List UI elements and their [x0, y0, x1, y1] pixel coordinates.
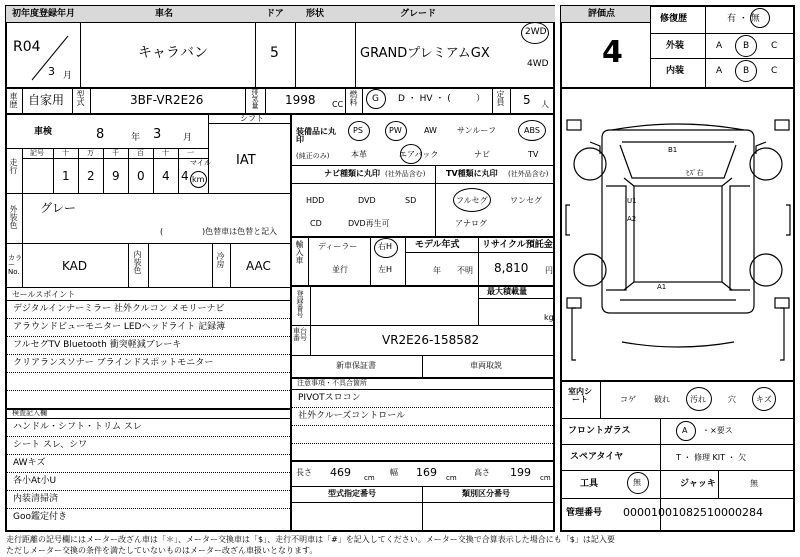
interior-color-label: 内装色	[133, 250, 142, 274]
windshield-dot: ・	[702, 426, 710, 435]
mileage-label: 走行	[9, 158, 18, 174]
windshield-replace: ×要ス	[710, 426, 733, 435]
exterior-opt-c: C	[771, 41, 778, 51]
score-value: 4	[602, 35, 623, 70]
equip-label: 装備品に丸印	[296, 127, 336, 144]
tv-analog: アナログ	[455, 219, 487, 228]
exterior-opt-b: B	[743, 41, 750, 51]
tv-fullseg: フルセグ	[456, 196, 488, 205]
capacity-label: 定員	[496, 90, 505, 106]
mileage-h-hyaku: 百	[137, 149, 144, 157]
inspector-line-4: 各小At小U	[13, 476, 57, 486]
diagram-label-hizu: ﾋｽﾞ右	[686, 169, 704, 177]
inspector-line-5: 内装清掃済	[13, 494, 59, 504]
color-value: グレー	[40, 201, 77, 215]
windshield-a: A	[682, 426, 688, 435]
import-parallel: 並行	[332, 265, 348, 274]
import-dealer: ディーラー	[318, 242, 358, 251]
reg-month: 3	[48, 65, 55, 78]
inspection-label: 車検	[34, 127, 53, 137]
fuel-others: D ・ HV ・ (	[398, 94, 451, 104]
navi-label: ナビ種類に丸印	[324, 169, 380, 178]
mileage-h-sen: 千	[112, 149, 119, 157]
model-year-unit: 年	[433, 266, 441, 275]
usage-value: 自家用	[28, 93, 65, 107]
car-name: キャラバン	[138, 45, 208, 61]
mileage-h-symbol: 記号	[30, 149, 44, 157]
height-label: 高さ	[474, 468, 490, 477]
navi-sd: SD	[405, 196, 417, 205]
reg-date-label: 初年度登録年月	[12, 9, 76, 19]
width-label: 幅	[390, 468, 398, 477]
repair-selected-circle	[750, 8, 770, 28]
recycle-value: 8,810	[494, 261, 529, 275]
tv-sub: (社外品含む)	[508, 170, 549, 178]
shift-value: IAT	[236, 153, 256, 168]
width-unit: cm	[446, 474, 457, 482]
displacement: 1998	[285, 93, 316, 107]
mileage-digit-6: 4	[181, 169, 189, 183]
inspection-month: 3	[153, 127, 162, 142]
exterior-opt-a: A	[716, 41, 723, 51]
inspection-year-unit: 年	[131, 133, 141, 143]
equip-ps: PS	[353, 126, 363, 135]
mileage-h-ichi: 一	[187, 149, 194, 157]
inspector-line-1: ハンドル・シフト・トリム スレ	[13, 422, 142, 432]
mileage-mile-label: マイル	[190, 159, 211, 167]
sales-line-2: アラウンドビューモニター LEDヘッドライト 記録簿	[13, 322, 226, 332]
equip-aw: AW	[424, 126, 437, 135]
length-value: 469	[330, 466, 351, 479]
reg-month-unit: 月	[63, 71, 73, 81]
ac-value: AAC	[246, 259, 271, 273]
repair-label: 修復歴	[660, 14, 688, 24]
max-load-unit: kg	[544, 313, 554, 322]
interior-opt-a: A	[716, 66, 723, 76]
color-note-prefix: (	[160, 227, 164, 236]
mileage-digit-1: 1	[62, 169, 70, 183]
width-value: 169	[416, 466, 437, 479]
equip-pw: PW	[389, 126, 402, 135]
mileage-h-10man: 十	[62, 149, 69, 157]
color-no-label: カラーNo.	[8, 254, 22, 276]
capacity: 5	[523, 93, 531, 107]
mileage-h-ju: 十	[162, 149, 169, 157]
score-label: 評価点	[588, 9, 616, 19]
chassis-value: VR2E26-158582	[382, 333, 480, 347]
displacement-label: 排気量	[251, 88, 259, 109]
tv-oneseg: ワンセグ	[510, 196, 542, 205]
chassis-label: 車台番号	[293, 327, 307, 342]
navi-dvd-play: DVD再生可	[348, 219, 390, 228]
exterior-selected-circle	[735, 35, 757, 57]
car-name-label: 車名	[155, 9, 174, 19]
jack-label: ジャッキ	[680, 479, 716, 489]
inspector-line-3: AWキズ	[13, 458, 46, 468]
height-unit: cm	[540, 474, 551, 482]
diagram-label-a1: A1	[657, 283, 667, 291]
jack-value: 無	[750, 479, 758, 488]
inspection-month-unit: 月	[183, 133, 193, 143]
equip-leather: 本革	[351, 150, 367, 159]
length-unit: cm	[364, 474, 375, 482]
equip-abs: ABS	[524, 126, 540, 135]
spare-tire-label: スペアタイヤ	[570, 452, 624, 462]
color-note-suffix: )色替車は色替と記入	[202, 227, 278, 236]
handle-left: 左H	[378, 265, 393, 274]
reg-number-label: 登録番号	[296, 290, 304, 318]
warranty-label: 新車保証書	[336, 361, 376, 370]
recycle-unit: 円	[545, 266, 553, 275]
diagram-label-b1: B1	[668, 146, 678, 154]
spare-tire-options: T ・ 修理 KIT ・ 欠	[676, 453, 747, 462]
mileage-unit: km	[192, 175, 205, 184]
interior-opt-c: C	[771, 66, 778, 76]
model-year-unknown: 不明	[457, 266, 473, 275]
sales-label: セールスポイント	[12, 290, 76, 299]
navi-sub: (社外品含む)	[385, 170, 426, 178]
sales-line-3: フルセグTV Bluetooth 衝突軽減ブレーキ	[13, 340, 182, 350]
fuel-label: 燃料	[349, 90, 358, 106]
room-dirt: 汚れ	[690, 395, 706, 404]
length-label: 長さ	[296, 468, 312, 477]
fuel-g: G	[372, 94, 379, 104]
inspection-year: 8	[96, 127, 105, 142]
capacity-unit: 人	[541, 100, 549, 109]
room-tear: 破れ	[654, 395, 670, 404]
notes-label: 注意事項・不具合箇所	[297, 379, 367, 387]
damage-diagram	[562, 90, 794, 380]
fuel-close: ）	[476, 94, 486, 104]
diagram-label-a2: A2	[627, 215, 637, 223]
tv-label: TV種類に丸印	[446, 169, 498, 178]
tools-value: 無	[633, 478, 641, 487]
room-seat-label: 室内シート	[568, 387, 592, 404]
equip-sub: (純正のみ)	[296, 152, 330, 160]
mileage-digit-5: 4	[162, 169, 170, 183]
mileage-h-man: 万	[87, 149, 94, 157]
navi-hdd: HDD	[306, 196, 325, 205]
drive-4wd: 4WD	[527, 59, 549, 69]
type-approval-label: 型式指定番号	[328, 489, 376, 498]
height-value: 199	[510, 466, 531, 479]
color-no-value: KAD	[62, 259, 88, 273]
interior-selected-circle	[735, 60, 757, 82]
sales-line-1: デジタルインナーミラー 社外クルコン メモリーナビ	[13, 304, 225, 314]
mileage-digit-2: 2	[87, 169, 95, 183]
equip-airbag: エアバック	[399, 150, 439, 159]
mileage-digit-4: 0	[137, 169, 145, 183]
exterior-label: 外装	[666, 41, 685, 51]
reg-era-year: R04	[13, 39, 41, 55]
sales-line-4: クリアランスソナー ブラインドスポットモニター	[13, 358, 214, 368]
navi-cd: CD	[310, 219, 322, 228]
shape-label: 形状	[306, 9, 325, 19]
grade-label: グレード	[400, 9, 437, 19]
grade-value: GRANDプレミアムGX	[360, 46, 490, 61]
model-type: 3BF-VR2E26	[130, 93, 204, 107]
inspector-line-6: Goo鑑定付き	[13, 512, 67, 522]
max-load-label: 最大積載量	[487, 287, 527, 296]
color-label: 外装色	[9, 205, 18, 229]
equip-sunroof: サンルーフ	[457, 126, 496, 135]
drive-2wd: 2WD	[525, 27, 547, 37]
ac-label: 冷房	[216, 252, 225, 268]
import-label: 輸入車	[295, 240, 304, 264]
equip-navi: ナビ	[474, 150, 490, 159]
room-hole: 穴	[728, 395, 736, 404]
inspector-label: 検査記入欄	[12, 409, 47, 417]
room-burn: コゲ	[620, 395, 636, 404]
footer-note-2: ただしメーター交換の条件を満たしていないものはメーター改ざん車扱いとなります。	[6, 546, 318, 555]
model-year-label: モデル年式	[415, 240, 460, 250]
handle-right: 右H	[378, 242, 393, 251]
mileage-digit-3: 9	[112, 169, 120, 183]
footer-note-1: 走行距離の記号欄にはメーター改ざん車は「＊」、メーター交換車は「$」、走行不明車は「#」を記入してください。メーター交換で合算表示した場合にも「$」は記入要	[6, 535, 615, 544]
notes-line-1: PIVOTスロコン	[298, 393, 361, 403]
door-count: 5	[270, 45, 279, 61]
notes-line-2: 社外クルーズコントロール	[298, 411, 406, 421]
diagram-label-u1: U1	[627, 197, 637, 205]
tools-label: 工具	[580, 479, 599, 489]
manual-label: 車両取説	[470, 361, 502, 370]
recycle-label: リサイクル預託金	[482, 240, 553, 250]
navi-dvd: DVD	[358, 196, 376, 205]
displacement-unit: CC	[332, 100, 344, 109]
interior-label: 内装	[666, 66, 685, 76]
shift-label: シフト	[240, 114, 264, 123]
mgmt-value: 00001001082510000284	[623, 506, 763, 519]
usage-label: 車歴	[9, 92, 18, 108]
inspector-line-2: シート スレ、シワ	[13, 440, 88, 450]
interior-opt-b: B	[743, 66, 750, 76]
class-number-label: 類別区分番号	[462, 489, 510, 498]
repair-options: 有 ・ 無	[727, 14, 760, 24]
room-scratch: キズ	[756, 395, 772, 404]
windshield-label: フロントガラス	[568, 426, 631, 436]
equip-tv: TV	[528, 150, 539, 159]
model-type-label: 型式	[76, 90, 85, 106]
door-label: ドア	[266, 9, 284, 19]
mgmt-label: 管理番号	[566, 508, 603, 518]
